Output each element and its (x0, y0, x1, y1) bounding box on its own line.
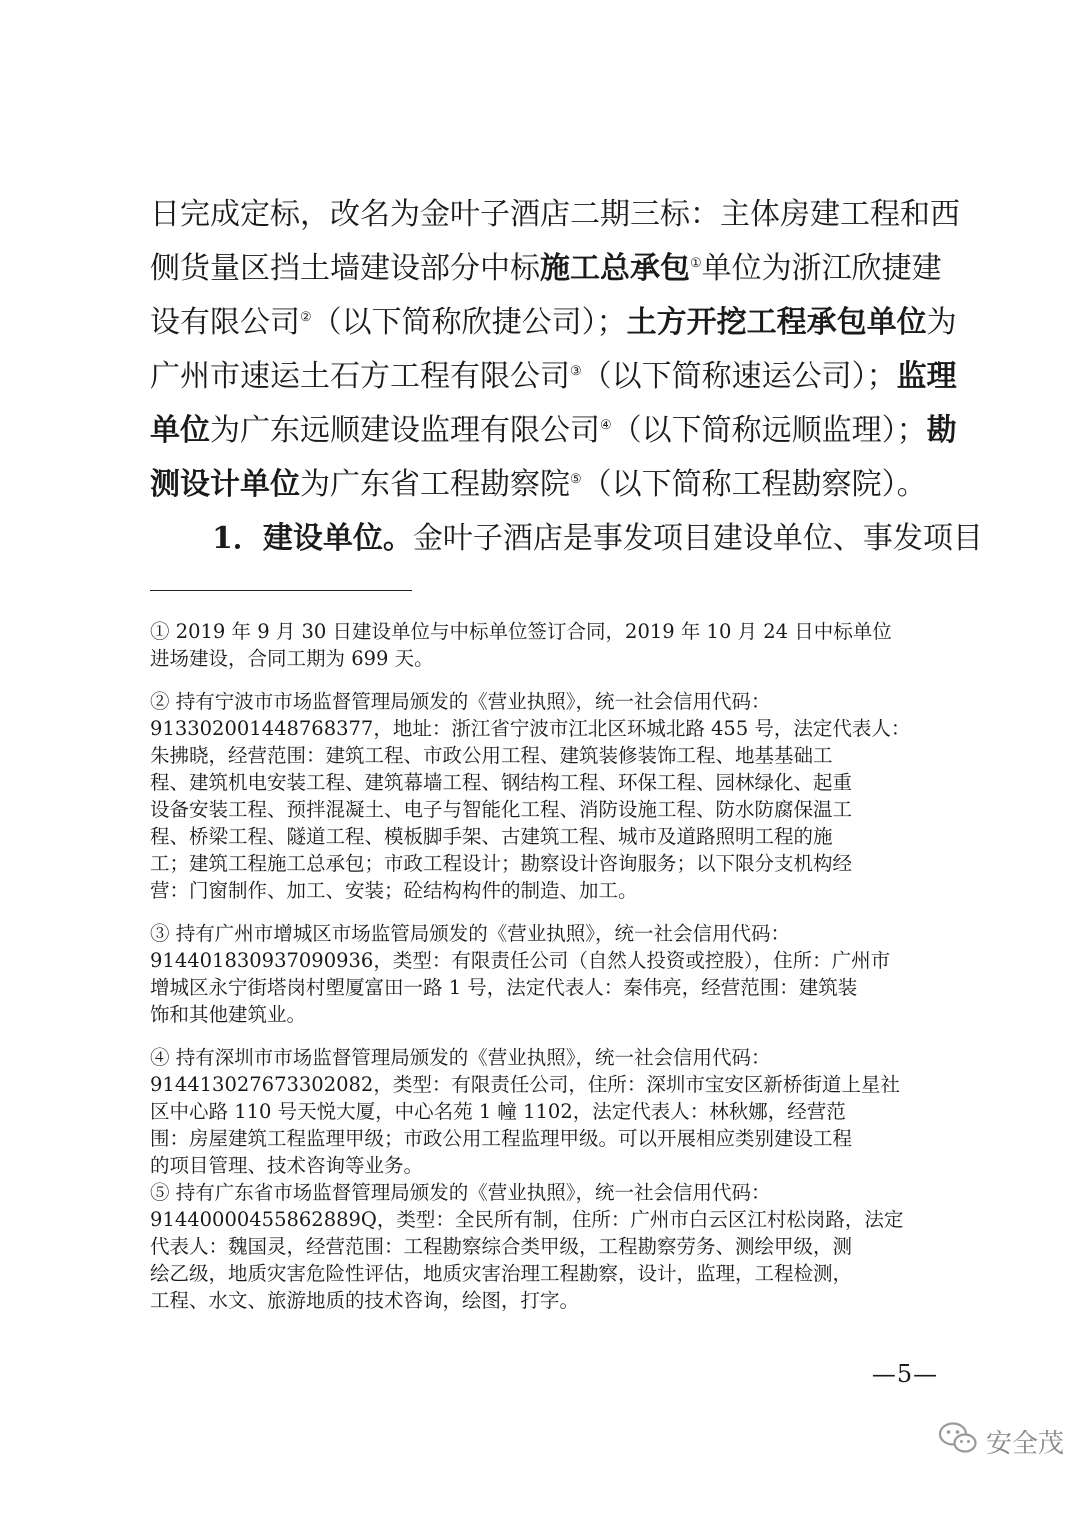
body-line-7: 1．建设单位。金叶子酒店是事发项目建设单位、事发项目 (212, 521, 983, 556)
footnote-5: ⑤ 持有广东省市场监督管理局颁发的《营业执照》，统一社会信用代码： 91440000455862889Q，类型：全民所有制，住所：广州市白云区江村松岗路，法定 代表人：魏国灵，经营范围：工程勘察综合类甲级，工程勘察劳务、测绘甲级，测 绘乙级，地质灾害危险性评估，地质灾害治理工程勘察，设计，监理，工程检测， 工程、水文、旅游地质的技术咨询，绘图，打字。 (150, 1181, 904, 1312)
body-line-6: 测设计单位为广东省工程勘察院⑤（以下简称工程勘察院）。 (150, 467, 927, 502)
watermark-text: 安全茂 (986, 1428, 1065, 1459)
page-number: —5— (871, 1360, 939, 1388)
watermark (938, 1420, 1064, 1462)
wechat-icon (938, 1421, 978, 1462)
body-line-5: 单位为广东远顺建设监理有限公司④（以下简称远顺监理）；勘 (150, 413, 957, 448)
footnote-divider (150, 590, 412, 591)
footnote-ref: ③ (570, 364, 582, 379)
body-line-4: 广州市速运土石方工程有限公司③（以下简称速运公司）；监理 (150, 359, 957, 394)
footnote-1: ① 2019 年 9 月 30 日建设单位与中标单位签订合同，2019 年 10 月 24 日中标单位 进场建设，合同工期为 699 天。 (150, 620, 892, 670)
footnote-ref: ④ (600, 418, 612, 433)
footnote-2: ② 持有宁波市市场监督管理局颁发的《营业执照》，统一社会信用代码： 91330200144876837​7，地址：浙江省宁波市江北区环城北路 455 号，法定代表人： 朱拂晓，经营范围：建筑工程、市政公用工程、建筑装修装饰工程、地基基础工 程、建筑机电安装工程、建筑幕墙工程、钢结构工程、环保工程、园林绿化、起重 设备安装工程、预拌混凝土、电子与智能化工程、消防设施工程、防水防腐保温工 程、桥梁工程、隧道工程、模板脚手架、古建筑工程、城市及道路照明工程的施 工；建筑工程施工总承包；市政工程设计；勘察设计咨询服务；以下限分支机构经 营：门窗制作、加工、安装；砼结构构件的制造、加工。 (150, 690, 911, 902)
body-text (150, 188, 983, 566)
body-line-1: 日完成定标，改名为金叶子酒店二期三标：主体房建工程和西 (150, 197, 960, 232)
body-line-2: 侧货量区挡土墙建设部分中标施工总承包①单位为浙江欣捷建 (150, 251, 942, 286)
footnotes (150, 618, 940, 1314)
footnote-ref: ② (300, 310, 312, 325)
footnote-4: ④ 持有深圳市市场监督管理局颁发的《营业执照》，统一社会信用代码： 91441302767330208​2，类型：有限责任公司，住所：深圳市宝安区新桥街道上星社 区中心路 110 号天悦大厦，中心名苑 1 幢 1102，法定代表人：林秋娜，经营范 围：房屋建筑工程监理甲级；市政公用工程监理甲级。可以开展相应类别建设工程 的项目管理、技术咨询等业务。 (150, 1046, 900, 1177)
footnote-ref: ⑤ (570, 472, 582, 487)
footnote-ref: ① (690, 256, 702, 271)
body-line-3: 设有限公司②（以下简称欣捷公司）；土方开挖工程承包单位为 (150, 305, 957, 340)
footnote-3: ③ 持有广州市增城区市场监管局颁发的《营业执照》，统一社会信用代码： 91440183093709093​6，类型：有限责任公司（自然人投资或控股），住所：广州市 增城区永宁街塔岗村塱厦富田一路 1 号，法定代表人：秦伟亮，经营范围：建筑装 饰和其他建筑业。 (150, 922, 891, 1026)
